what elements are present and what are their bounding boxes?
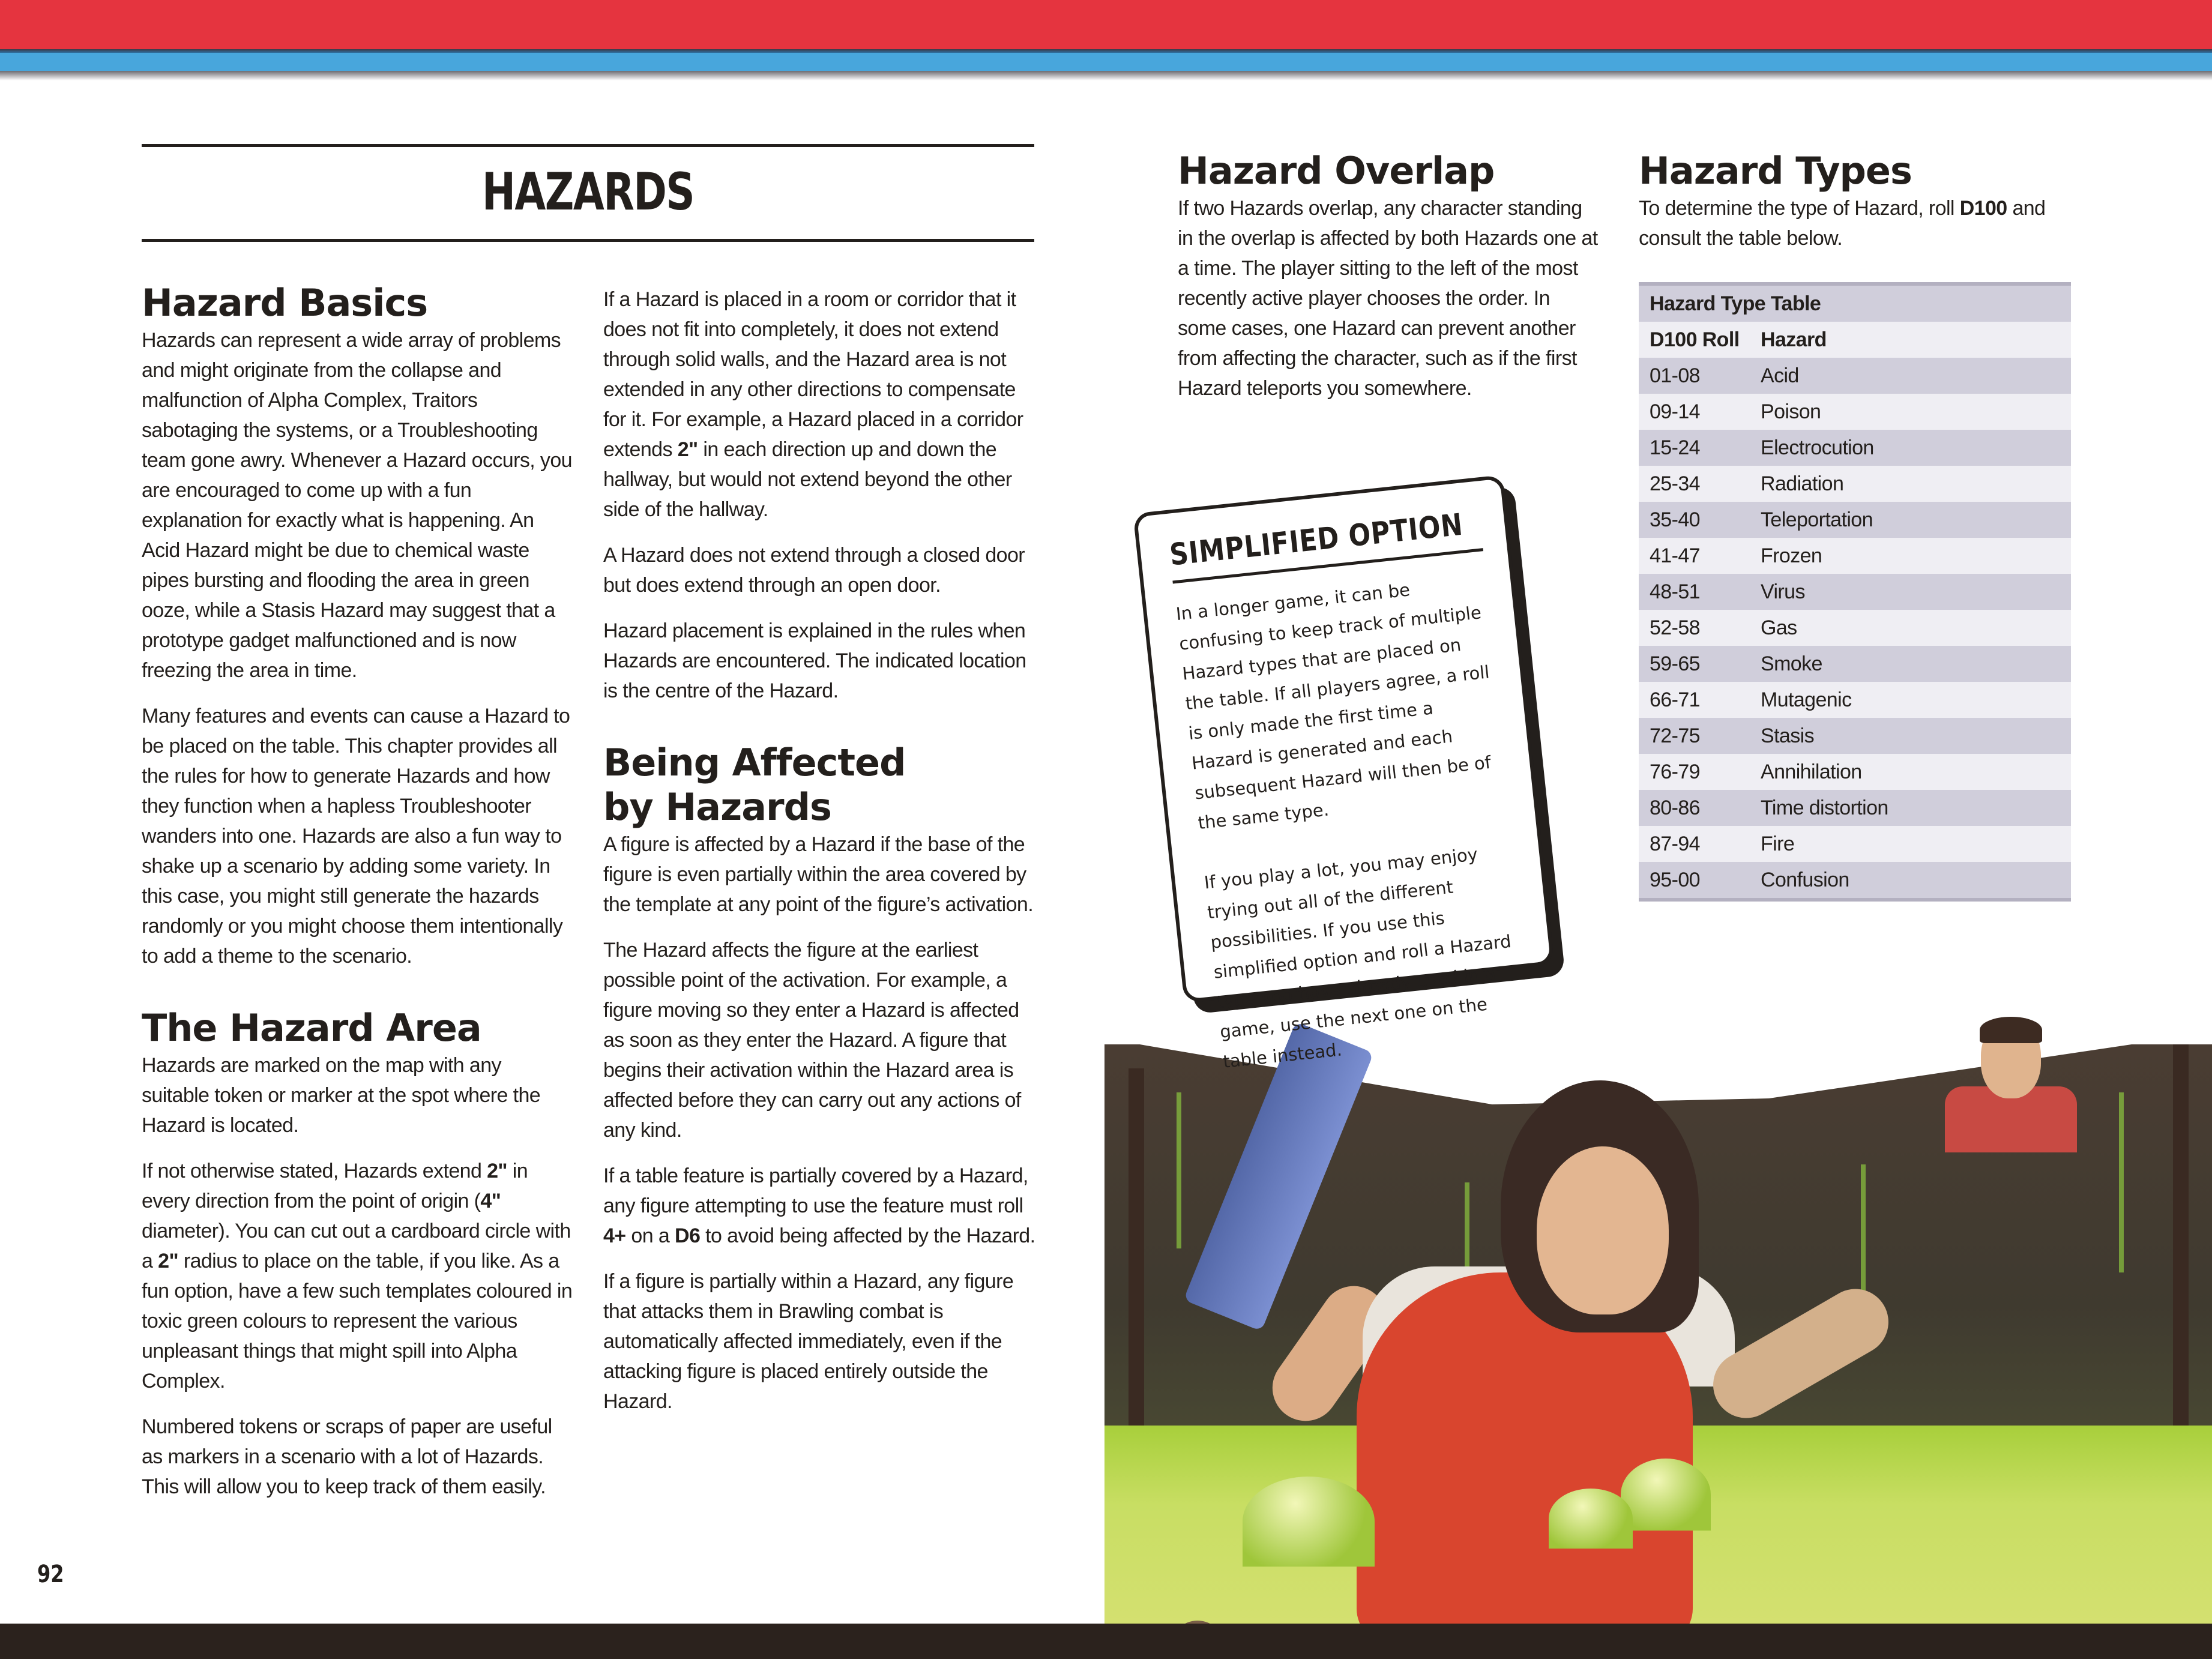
- paragraph: Hazard placement is explained in the rules when Hazards are encountered. The indicated location is the centre of the Hazard.: [603, 619, 1026, 702]
- column-header-roll: D100 Roll: [1650, 328, 1740, 351]
- column-3: [1178, 149, 1598, 403]
- heading-being-affected: Being Affected by Hazards: [603, 741, 906, 829]
- slime-bubble: [1621, 1459, 1711, 1531]
- column-header-hazard: Hazard: [1761, 328, 1827, 351]
- table-row: 95-00 Confusion: [1639, 862, 2071, 898]
- heading-hazard-area: The Hazard Area: [142, 1006, 481, 1050]
- sign-title: SIMPLIFIED OPTION: [1168, 507, 1465, 573]
- table-row: 09-14 Poison: [1639, 394, 2071, 430]
- table-title: Hazard Type Table: [1650, 292, 1821, 315]
- paragraph: Many features and events can cause a Hazard to be placed on the table. This chapter provides all the rules for how to generate Hazards and how they function when a hapless Troubleshooter wanders into one. Hazards are also a fun way to shake up a scenario by adding some variety. In this case, you might still generate the hazards randomly or you might choose them intentionally to add a theme to the scenario.: [142, 705, 570, 968]
- paragraph: A Hazard does not extend through a closed door but does extend through an open door.: [603, 544, 1025, 597]
- slime-drip: [1177, 1092, 1181, 1248]
- sign-panel: [1133, 475, 1554, 1072]
- table-header-row: [1639, 322, 2071, 358]
- table-row: 01-08 Acid: [1639, 358, 2071, 394]
- bottom-band: [0, 1624, 2212, 1659]
- heading-hazard-basics: Hazard Basics: [142, 281, 428, 325]
- paragraph: The Hazard affects the figure at the earliest possible point of the activation. For example, a figure moving so they enter a Hazard is affected as soon as they enter the Hazard. A figure that begins their activation within the Hazard area is affected before they can carry out any actions of any kind.: [603, 939, 1021, 1142]
- column-2: [603, 285, 1038, 1417]
- heading-hazard-types: Hazard Types: [1639, 149, 1912, 193]
- paragraph: If a Hazard is placed in a room or corridor that it does not fit into completely, it does not extend through solid walls, and the Hazard area is not extended in any other directions to compensate for it. For example, a Hazard placed in a corridor extends 2" in each direction up and down the hallway, but would not extend beyond the other side of the hallway.: [603, 288, 1023, 521]
- paragraph: To determine the type of Hazard, roll D100 and consult the table below.: [1639, 197, 2046, 250]
- column-1: [142, 281, 574, 1502]
- paragraph: Hazards can represent a wide array of problems and might originate from the collapse and malfunction of Alpha Complex, Traitors sabotaging the systems, or a Troubleshooting team gone awry. Whenever a Hazard occurs, you are encouraged to come up with a fun explanation for exactly what is happening. An Acid Hazard might be due to chemical waste pipes bursting and flooding the area in green ooze, while a Stasis Hazard may suggest that a prototype gadget malfunctioned and is now freezing the area in time.: [142, 329, 572, 682]
- table-title-row: [1639, 286, 2071, 322]
- paragraph: If two Hazards overlap, any character standing in the overlap is affected by both Hazards one at a time. The player sitting to the left of the most recently active player chooses the order. In some cases, one Hazard can prevent another from affecting the character, such as if the first Hazard teleports you somewhere.: [1178, 197, 1598, 400]
- title-rule-bottom: [142, 239, 1034, 242]
- page-number: 92: [37, 1561, 64, 1588]
- paragraph: Numbered tokens or scraps of paper are useful as markers in a scenario with a lot of Hazards. This will allow you to keep track of them easily.: [142, 1415, 552, 1498]
- top-band-blue: [0, 53, 2212, 71]
- table-row: 76-79 Annihilation: [1639, 754, 2071, 790]
- simplified-option-sign: [1133, 474, 1568, 1072]
- paragraph: If a figure is partially within a Hazard, any figure that attacks them in Brawling combat is automatically affected immediately, even if the attacking figure is placed entirely outside the Hazard.: [603, 1270, 1014, 1413]
- table-bottom-border: [1639, 898, 2071, 902]
- paragraph: If a table feature is partially covered by a Hazard, any figure attempting to use the feature must roll 4+ on a D6 to avoid being affected by the Hazard.: [603, 1164, 1035, 1247]
- chapter-title: HAZARDS: [481, 162, 695, 222]
- title-rule-top: [142, 144, 1034, 147]
- table-row: 72-75 Stasis: [1639, 718, 2071, 754]
- table-row: 66-71 Mutagenic: [1639, 682, 2071, 718]
- table-row: 35-40 Teleportation: [1639, 502, 2071, 538]
- table-row: 48-51 Virus: [1639, 574, 2071, 610]
- hazard-type-table: [1639, 282, 2071, 902]
- slime-bubble: [1243, 1477, 1375, 1567]
- heading-hazard-overlap: Hazard Overlap: [1178, 149, 1495, 193]
- illustration-toxic-ooze: [1104, 984, 2212, 1624]
- sign-paragraph: If you play a lot, you may enjoy trying out all of the different possibilities. If you use this simplified option and roll a Hazard type you have already used in a game, use the next one on the table instead.: [1203, 843, 1513, 1072]
- table-row: 87-94 Fire: [1639, 826, 2071, 862]
- table-row: 52-58 Gas: [1639, 610, 2071, 646]
- man-hair: [1980, 1017, 2042, 1043]
- table-row: 59-65 Smoke: [1639, 646, 2071, 682]
- top-band-red: [0, 0, 2212, 49]
- paragraph: A figure is affected by a Hazard if the base of the figure is even partially within the area covered by the template at any point of the figure’s activation.: [603, 833, 1034, 916]
- table-row: 80-86 Time distortion: [1639, 790, 2071, 826]
- slime-drip: [2119, 1092, 2124, 1272]
- slime-drip: [1861, 1164, 1866, 1308]
- paragraph: Hazards are marked on the map with any suitable token or marker at the spot where the Hazard is located.: [142, 1054, 541, 1137]
- column-4: [1639, 149, 2071, 253]
- slime-bubble: [1549, 1489, 1633, 1549]
- table-row: 15-24 Electrocution: [1639, 430, 2071, 466]
- sign-paragraph: In a longer game, it can be confusing to keep track of multiple Hazard types that are placed on the table. If all players agree, a roll is only made the first time a Hazard is generated and each subsequent Hazard will then be of the same type.: [1175, 579, 1492, 834]
- woman-face: [1537, 1146, 1669, 1314]
- top-band-fade: [0, 71, 2212, 80]
- table-row: 25-34 Radiation: [1639, 466, 2071, 502]
- paragraph: If not otherwise stated, Hazards extend 2" in every direction from the point of origin (4" diameter). You can cut out a cardboard circle with a 2" radius to place on the table, if you like. As a fun option, have a few such templates coloured in toxic green colours to represent the various unpleasant things that might spill into Alpha Complex.: [142, 1160, 573, 1393]
- peeking-man: [1939, 1020, 2077, 1152]
- table-row: 41-47 Frozen: [1639, 538, 2071, 574]
